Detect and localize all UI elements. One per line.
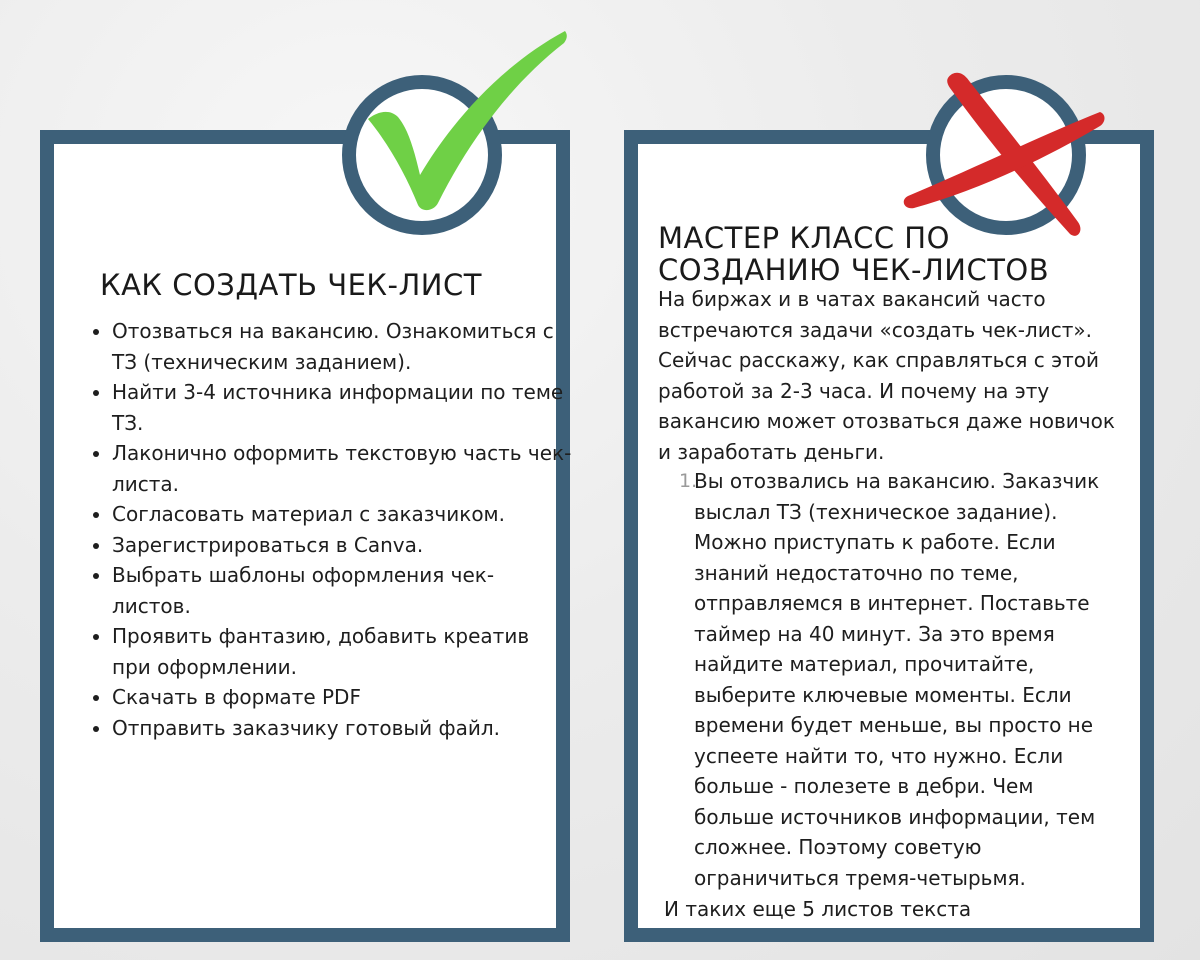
green-checkmark-icon <box>360 25 575 215</box>
step-text: Вы отозвались на вакансию. Заказчик выслал ТЗ (техническое задание). Можно приступать к работе. Если знаний недостаточно по теме, отправляемся в интернет. Поставьте таймер на 40 минут. За это время найдите материал, прочитайте, выберите ключевые моменты. Если времени будет меньше, вы просто не успеете найти то, что нужно. Если больше - полезете в дебри. Чем больше источников информации, тем сложнее. Поэтому советую ограничиться тремя-четырьмя. <box>694 469 1100 890</box>
left-card-title: КАК СОЗДАТЬ ЧЕК-ЛИСТ <box>100 268 482 302</box>
steps-list <box>679 466 1114 893</box>
footer-note: И таких еще 5 листов текста <box>664 897 972 921</box>
red-cross-icon <box>900 70 1110 245</box>
list-item: • Найти 3-4 источника информации по теме ТЗ. <box>112 377 572 438</box>
list-item: • Зарегистрироваться в Canva. <box>112 530 572 561</box>
list-item: • Отозваться на вакансию. Ознакомиться с ТЗ (техническим заданием). <box>112 316 572 377</box>
list-item <box>679 466 1114 893</box>
list-item: • Лаконично оформить текстовую часть чек-листа. <box>112 438 572 499</box>
step-number: 1. <box>679 470 698 492</box>
right-card-title <box>658 222 1049 286</box>
list-item: • Проявить фантазию, добавить креатив при оформлении. <box>112 621 572 682</box>
right-card-title-line-2: СОЗДАНИЮ ЧЕК-ЛИСТОВ <box>658 253 1050 287</box>
right-card-title-line-1: МАСТЕР КЛАСС ПО <box>658 221 950 255</box>
list-item: • Выбрать шаблоны оформления чек-листов. <box>112 560 572 621</box>
checklist <box>88 316 572 743</box>
list-item: • Согласовать материал с заказчиком. <box>112 499 572 530</box>
list-item: • Отправить заказчику готовый файл. <box>112 713 572 744</box>
list-item: • Скачать в формате PDF <box>112 682 572 713</box>
intro-paragraph: На биржах и в чатах вакансий часто встречаются задачи «создать чек-лист». Сейчас расскажу, как справляться с этой работой за 2-3 часа. И почему на эту вакансию может отозваться даже новичок и заработать деньги. <box>658 287 1115 464</box>
